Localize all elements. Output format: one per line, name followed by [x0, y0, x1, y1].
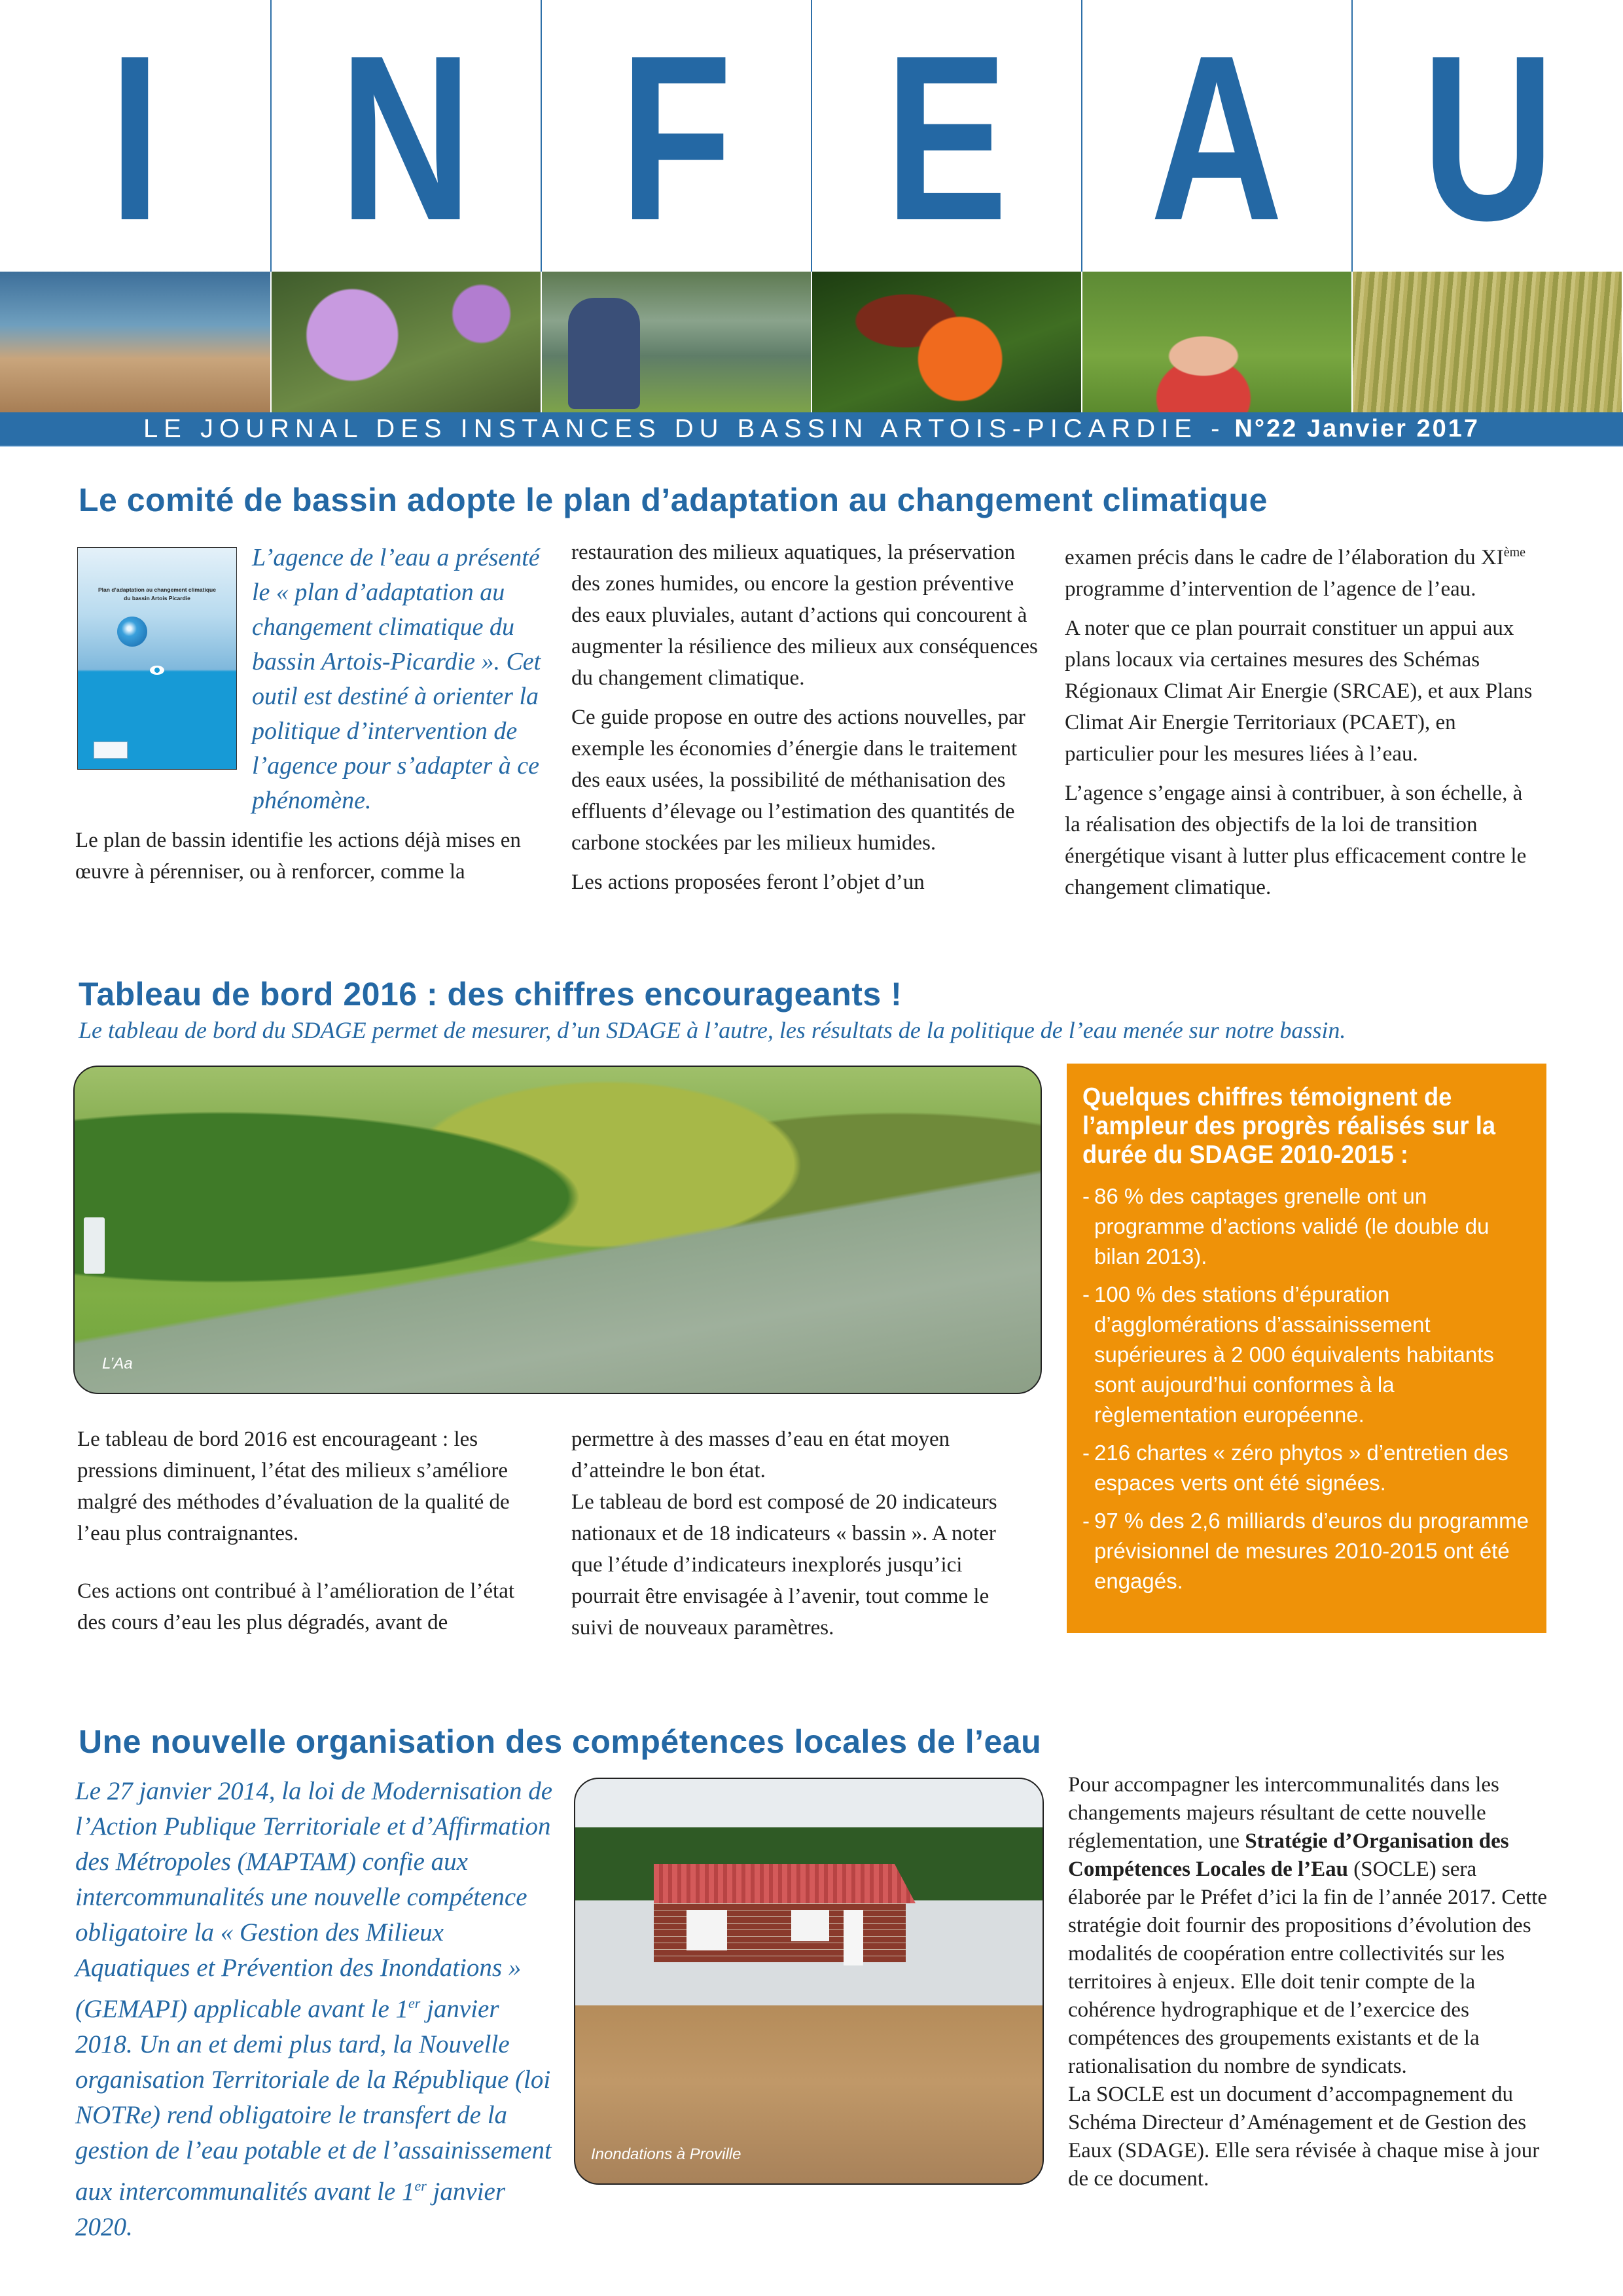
mallow-flower-photo	[270, 272, 541, 412]
article2-title: Tableau de bord 2016 : des chiffres encourageants !	[79, 976, 902, 1013]
paragraph: restauration des milieux aquatiques, la préservation des zones humides, ou encore la gestion préventive des eaux pluviales, autant d’actions qui concourent à augmenter la résilience des milieux aux conséquences du changement climatique.	[571, 541, 1038, 690]
key-figure-item: - 216 chartes « zéro phytos » d’entretien des espaces verts ont été signées.	[1082, 1438, 1533, 1498]
key-figures-title: Quelques chiffres témoignent de l’ampleur des progrès réalisés sur la durée du SDAGE 2010-2015 :	[1082, 1083, 1495, 1169]
superscript: ème	[1503, 545, 1526, 560]
masthead-cell	[1351, 0, 1623, 272]
masthead-letter: A	[1150, 7, 1283, 270]
cover-wrap-spacer	[75, 541, 252, 793]
wheat-field-photo	[1351, 272, 1622, 412]
masthead-letter: N	[339, 7, 473, 270]
proville-flood-photo	[574, 1778, 1044, 2185]
masthead-cell	[541, 0, 810, 272]
masthead-cell	[0, 0, 270, 272]
child-drinking-fountain-photo	[1081, 272, 1351, 412]
article1-col3	[1065, 537, 1543, 911]
banner-text: LE JOURNAL DES INSTANCES DU BASSIN ARTOIS-PICARDIE -	[143, 414, 1226, 443]
bench	[84, 1217, 105, 1274]
issue-number: N°22 Janvier 2017	[1234, 415, 1480, 442]
article1-intro	[75, 541, 546, 818]
masthead-letter: U	[1421, 7, 1554, 270]
photo-caption: L’Aa	[102, 1355, 133, 1372]
paragraph: Le plan de bassin identifie les actions déjà mises en œuvre à pérenniser, ou à renforcer, comme la	[75, 829, 521, 884]
paragraph: La SOCLE est un document d’accompagnement du Schéma Directeur d’Aménagement et de Gestion des Eaux (SDAGE). Elle sera révisée à chaque mise à jour de ce document.	[1068, 2083, 1540, 2191]
house-window	[687, 1910, 727, 1950]
key-figures-box	[1067, 1064, 1546, 1633]
article2-subtitle: Le tableau de bord du SDAGE permet de mesurer, d’un SDAGE à l’autre, les résultats de la politique de l’eau menée sur notre bassin.	[79, 1017, 1346, 1043]
house-door	[844, 1910, 863, 1965]
paragraph: permettre à des masses d’eau en état moyen d’atteindre le bon état.	[571, 1427, 950, 1482]
beach-children-photo	[0, 272, 270, 412]
key-figure-item: - 100 % des stations d’épuration d’agglomérations d’assainissement supérieures à 2 000 équivalents habitants sont aujourd’hui conformes à la règlementation européenne.	[1082, 1280, 1533, 1430]
paragraph: Ce guide propose en outre des actions nouvelles, par exemple les économies d’énergie dans le traitement des eaux usées, la possibilité de méthanisation des effluents d’élevage ou l’estimation des quantités de carbone stockées par les milieux humides.	[571, 706, 1026, 855]
masthead	[0, 0, 1623, 272]
text-run: janvier 2018. Un an et demi plus tard, la Nouvelle organisation Territoriale de la République (loi NOTRe) rend obligatoire le transfert de la gestion de l’eau potable et de l’assainissement aux intercommunalités avant le 1	[75, 1995, 552, 2206]
paragraph	[1068, 1771, 1552, 2081]
key-figure-item: - 86 % des captages grenelle ont un programme d’actions validé (le double du bilan 2013).	[1082, 1181, 1533, 1272]
paragraph: L’agence s’engage ainsi à contribuer, à son échelle, à la réalisation des objectifs de la loi de transition énergétique visant à lutter plus efficacement contre le changement climatique.	[1065, 781, 1527, 899]
paragraph: Le tableau de bord est composé de 20 indicateurs nationaux et de 18 indicateurs « bassin ». A noter que l’étude d’indicateurs inexplorés jusqu’ici pourrait être envisagée à l’avenir, tout comme le suivi de nouveaux paramètres.	[571, 1490, 997, 1640]
butterfly-flower-photo	[811, 272, 1081, 412]
house-roof	[654, 1864, 916, 1903]
article3-right-col	[1068, 1771, 1552, 2193]
fisherman-pond-photo	[541, 272, 811, 412]
text-run: Pour accompagner les intercommunalités dans les changements majeurs résultant de cette nouvelle réglementation, une	[1068, 1773, 1499, 1853]
photo-strip	[0, 272, 1623, 412]
key-figure-item: - 97 % des 2,6 milliards d’euros du programme prévisionnel de mesures 2010-2015 ont été engagés.	[1082, 1506, 1533, 1596]
socle-strategy-name: Stratégie d’Organisation des Compétences Locales de l’Eau	[1068, 1829, 1509, 1881]
text-run: programme d’intervention de l’agence de l’eau.	[1065, 577, 1476, 601]
article1-intro-text: L’agence de l’eau a présenté le « plan d’adaptation au changement climatique du bassin Artois-Picardie ». Cet outil est destiné à orienter la politique d’intervention de l’agence pour s’adapter à ce phénomène.	[252, 544, 541, 814]
article2-col1	[77, 1424, 535, 1646]
photo-caption: Inondations à Proville	[591, 2145, 741, 2163]
paragraph: Les actions proposées feront l’objet d’un	[571, 870, 925, 894]
text-run: Le 27 janvier 2014, la loi de Modernisation de l’Action Publique Territoriale et d’Affirmation des Métropoles (MAPTAM) confie aux intercommunalités une nouvelle compétence obligatoire la « Gestion des Milieux Aquatiques et Prévention des Inondations » (GEMAPI) applicable avant le 1	[75, 1777, 553, 2023]
masthead-cell	[270, 0, 540, 272]
masthead-letter: E	[885, 7, 1008, 270]
paragraph: Ces actions ont contribué à l’amélioration de l’état des cours d’eau les plus dégradés, avant de	[77, 1579, 515, 1634]
superscript: er	[408, 1995, 421, 2011]
house-window	[791, 1910, 829, 1941]
river-aa-photo	[73, 1066, 1042, 1394]
cover-title-line: du bassin Artois Picardie	[124, 595, 190, 601]
paragraph: Le tableau de bord 2016 est encourageant : les pressions diminuent, l’état des milieux s’améliore malgré des méthodes d’évaluation de la qualité de l’eau plus contraignantes.	[77, 1427, 510, 1545]
article1-title: Le comité de bassin adopte le plan d’adaptation au changement climatique	[79, 482, 1268, 518]
key-figures-list	[1082, 1181, 1533, 1596]
masthead-cell	[1081, 0, 1351, 272]
masthead-letter: F	[620, 7, 732, 270]
superscript: er	[414, 2178, 427, 2194]
article3-intro	[75, 1774, 553, 2245]
paragraph: A noter que ce plan pourrait constituer un appui aux plans locaux via certaines mesures des Schémas Régionaux Climat Air Energie (SRCAE), et aux Plans Climat Air Energie Territoriaux (PCAET), en particulier pour les mesures liées à l’eau.	[1065, 617, 1533, 766]
article1-col2	[571, 537, 1043, 906]
text-run: janvier 2020.	[75, 2178, 505, 2241]
journal-banner	[0, 412, 1623, 447]
article1-col1	[75, 825, 546, 895]
cover-title-line: Plan d’adaptation au changement climatique	[98, 586, 216, 593]
paragraph	[1065, 537, 1543, 605]
text-run: (SOCLE) sera élaborée par le Préfet d’ici la fin de l’année 2017. Cette stratégie doit fournir des propositions d’évolution des modalités de coopération entre collectivités sur les territoires à enjeux. Elle doit tenir compte de la cohérence hydrographique et de l’exercice des compétences des groupements existants et de la rationalisation du nombre de syndicats.	[1068, 1857, 1548, 2078]
masthead-cell	[811, 0, 1080, 272]
article3-title: Une nouvelle organisation des compétences locales de l’eau	[79, 1723, 1042, 1760]
article2-col2	[571, 1424, 1029, 1651]
text-run: examen précis dans le cadre de l’élaboration du XI	[1065, 546, 1504, 569]
masthead-letter: I	[109, 7, 161, 270]
